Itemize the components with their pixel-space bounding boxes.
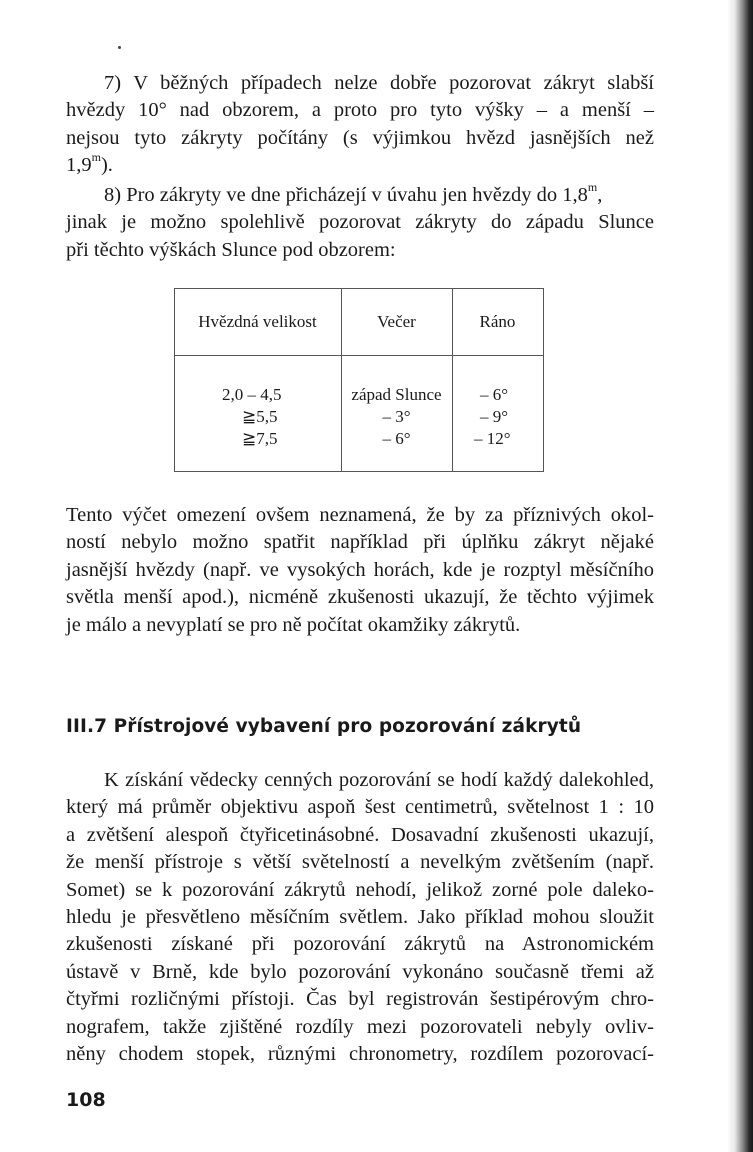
section-line-4: že menší přístroje s větší světelností a nevelkým zvětšením (např. [66, 851, 654, 874]
table-header-morning: Ráno [479, 312, 516, 331]
section-heading: III.7 Přístrojové vybavení pro pozorování zákrytů [66, 716, 582, 737]
section-line-5: Somet) se k pozorování zákrytů nehodí, jelikož zorné pole daleko- [66, 878, 654, 901]
section-line-2: který má průměr objektivu aspoň šest centimetrů, světelnost 1 : 10 [66, 796, 654, 819]
section-line-8: ústavě v Brně, kde bylo pozorování vykonáno současně třemi až [66, 960, 654, 983]
table-cell-evening-1: západ Slunce [351, 385, 442, 404]
note-7 [66, 70, 654, 180]
note-8 [66, 182, 654, 264]
magnitude-unit: m [91, 150, 101, 165]
note-7-line-4 [66, 152, 654, 179]
restrictions-line-4: světla menší apod.), nicméně zkušenosti ukazují, že těchto výjimek [66, 586, 654, 609]
section-line-9: čtyřmi rozličnými přístoji. Čas byl registrován šestipérovým chro- [66, 988, 654, 1011]
table-top-rule [174, 288, 544, 289]
restrictions-line-3: jasnější hvězdy (např. ve vysokých horách, kde je rozptyl měsíčního [66, 558, 654, 581]
section-line-6: hledu je přesvětleno měsíčním světlem. Jako příklad mohou sloužit [66, 906, 654, 929]
table-bottom-rule [174, 471, 544, 472]
note-7-line-2: hvězdy 10° nad obzorem, a proto pro tyto výšky – a menší – [66, 99, 654, 122]
table-cell-magnitude-1: 2,0 – 4,5 [222, 385, 282, 404]
table-cell-evening-3: – 6° [382, 429, 411, 448]
table-cell-magnitude-2: ≧5,5 [242, 407, 278, 426]
note-7-line-3: nejsou tyto zákryty počítány (s výjimkou hvězd jasnějších než [66, 126, 654, 149]
magnitude-unit: m [587, 180, 598, 195]
restrictions-line-5: je málo a nevyplatí se pro ně počítat okamžiky zákrytů. [66, 613, 521, 636]
note-7-line-1: 7) V běžných případech nelze dobře pozorovat zákryt slabší [104, 72, 654, 94]
restrictions-paragraph [66, 502, 654, 639]
table-header-rule [174, 355, 544, 356]
note-8-line-3: při těchto výškách Slunce pod obzorem: [66, 238, 396, 261]
restrictions-line-2: ností nebylo možno spatřit například při úplňku zákryt nějaké [66, 531, 654, 554]
page-binding-shadow [727, 0, 753, 1152]
section-line-10: nografem, takže zjištěné rozdíly mezi pozorovateli nebyly ovliv- [66, 1015, 654, 1038]
page-number: 108 [66, 1089, 106, 1111]
table-header-evening: Večer [377, 312, 416, 331]
restrictions-line-1: Tento výčet omezení ovšem neznamená, že by za příznivých okol- [66, 504, 654, 526]
print-speck [118, 46, 121, 49]
section-paragraph [66, 767, 654, 1068]
note-7-end: ). [100, 154, 113, 177]
table-right-rule [543, 288, 544, 472]
section-line-1: K získání vědecky cenných pozorování se hodí každý dalekohled, [104, 769, 654, 791]
table-cell-magnitude-3: ≧7,5 [242, 429, 278, 448]
note-8-line-1-end: , [597, 184, 603, 206]
section-line-7: zkušenosti získané při pozorování zákrytů na Astronomickém [66, 933, 654, 956]
note-8-line-2: jinak je možno spolehlivě pozorovat zákryty do západu Slunce [66, 211, 654, 234]
table-cell-morning-3: – 12° [474, 429, 511, 448]
note-8-line-1-text: 8) Pro zákryty ve dne přicházejí v úvahu jen hvězdy do 1,8 [104, 184, 588, 206]
table-cell-morning-2: – 9° [480, 407, 509, 426]
note-8-line-1 [66, 182, 654, 209]
sun-altitude-table [174, 288, 544, 472]
table-cell-morning-1: – 6° [480, 385, 509, 404]
section-line-3: a zvětšení alespoň čtyřicetinásobné. Dosavadní zkušenosti ukazují, [66, 823, 654, 846]
note-7-value: 1,9 [66, 154, 92, 177]
table-cell-evening-2: – 3° [382, 407, 411, 426]
section-line-11: něny chodem stopek, různými chronometry, rozdílem pozorovací- [66, 1043, 654, 1066]
table-header-magnitude: Hvězdná velikost [198, 312, 317, 331]
